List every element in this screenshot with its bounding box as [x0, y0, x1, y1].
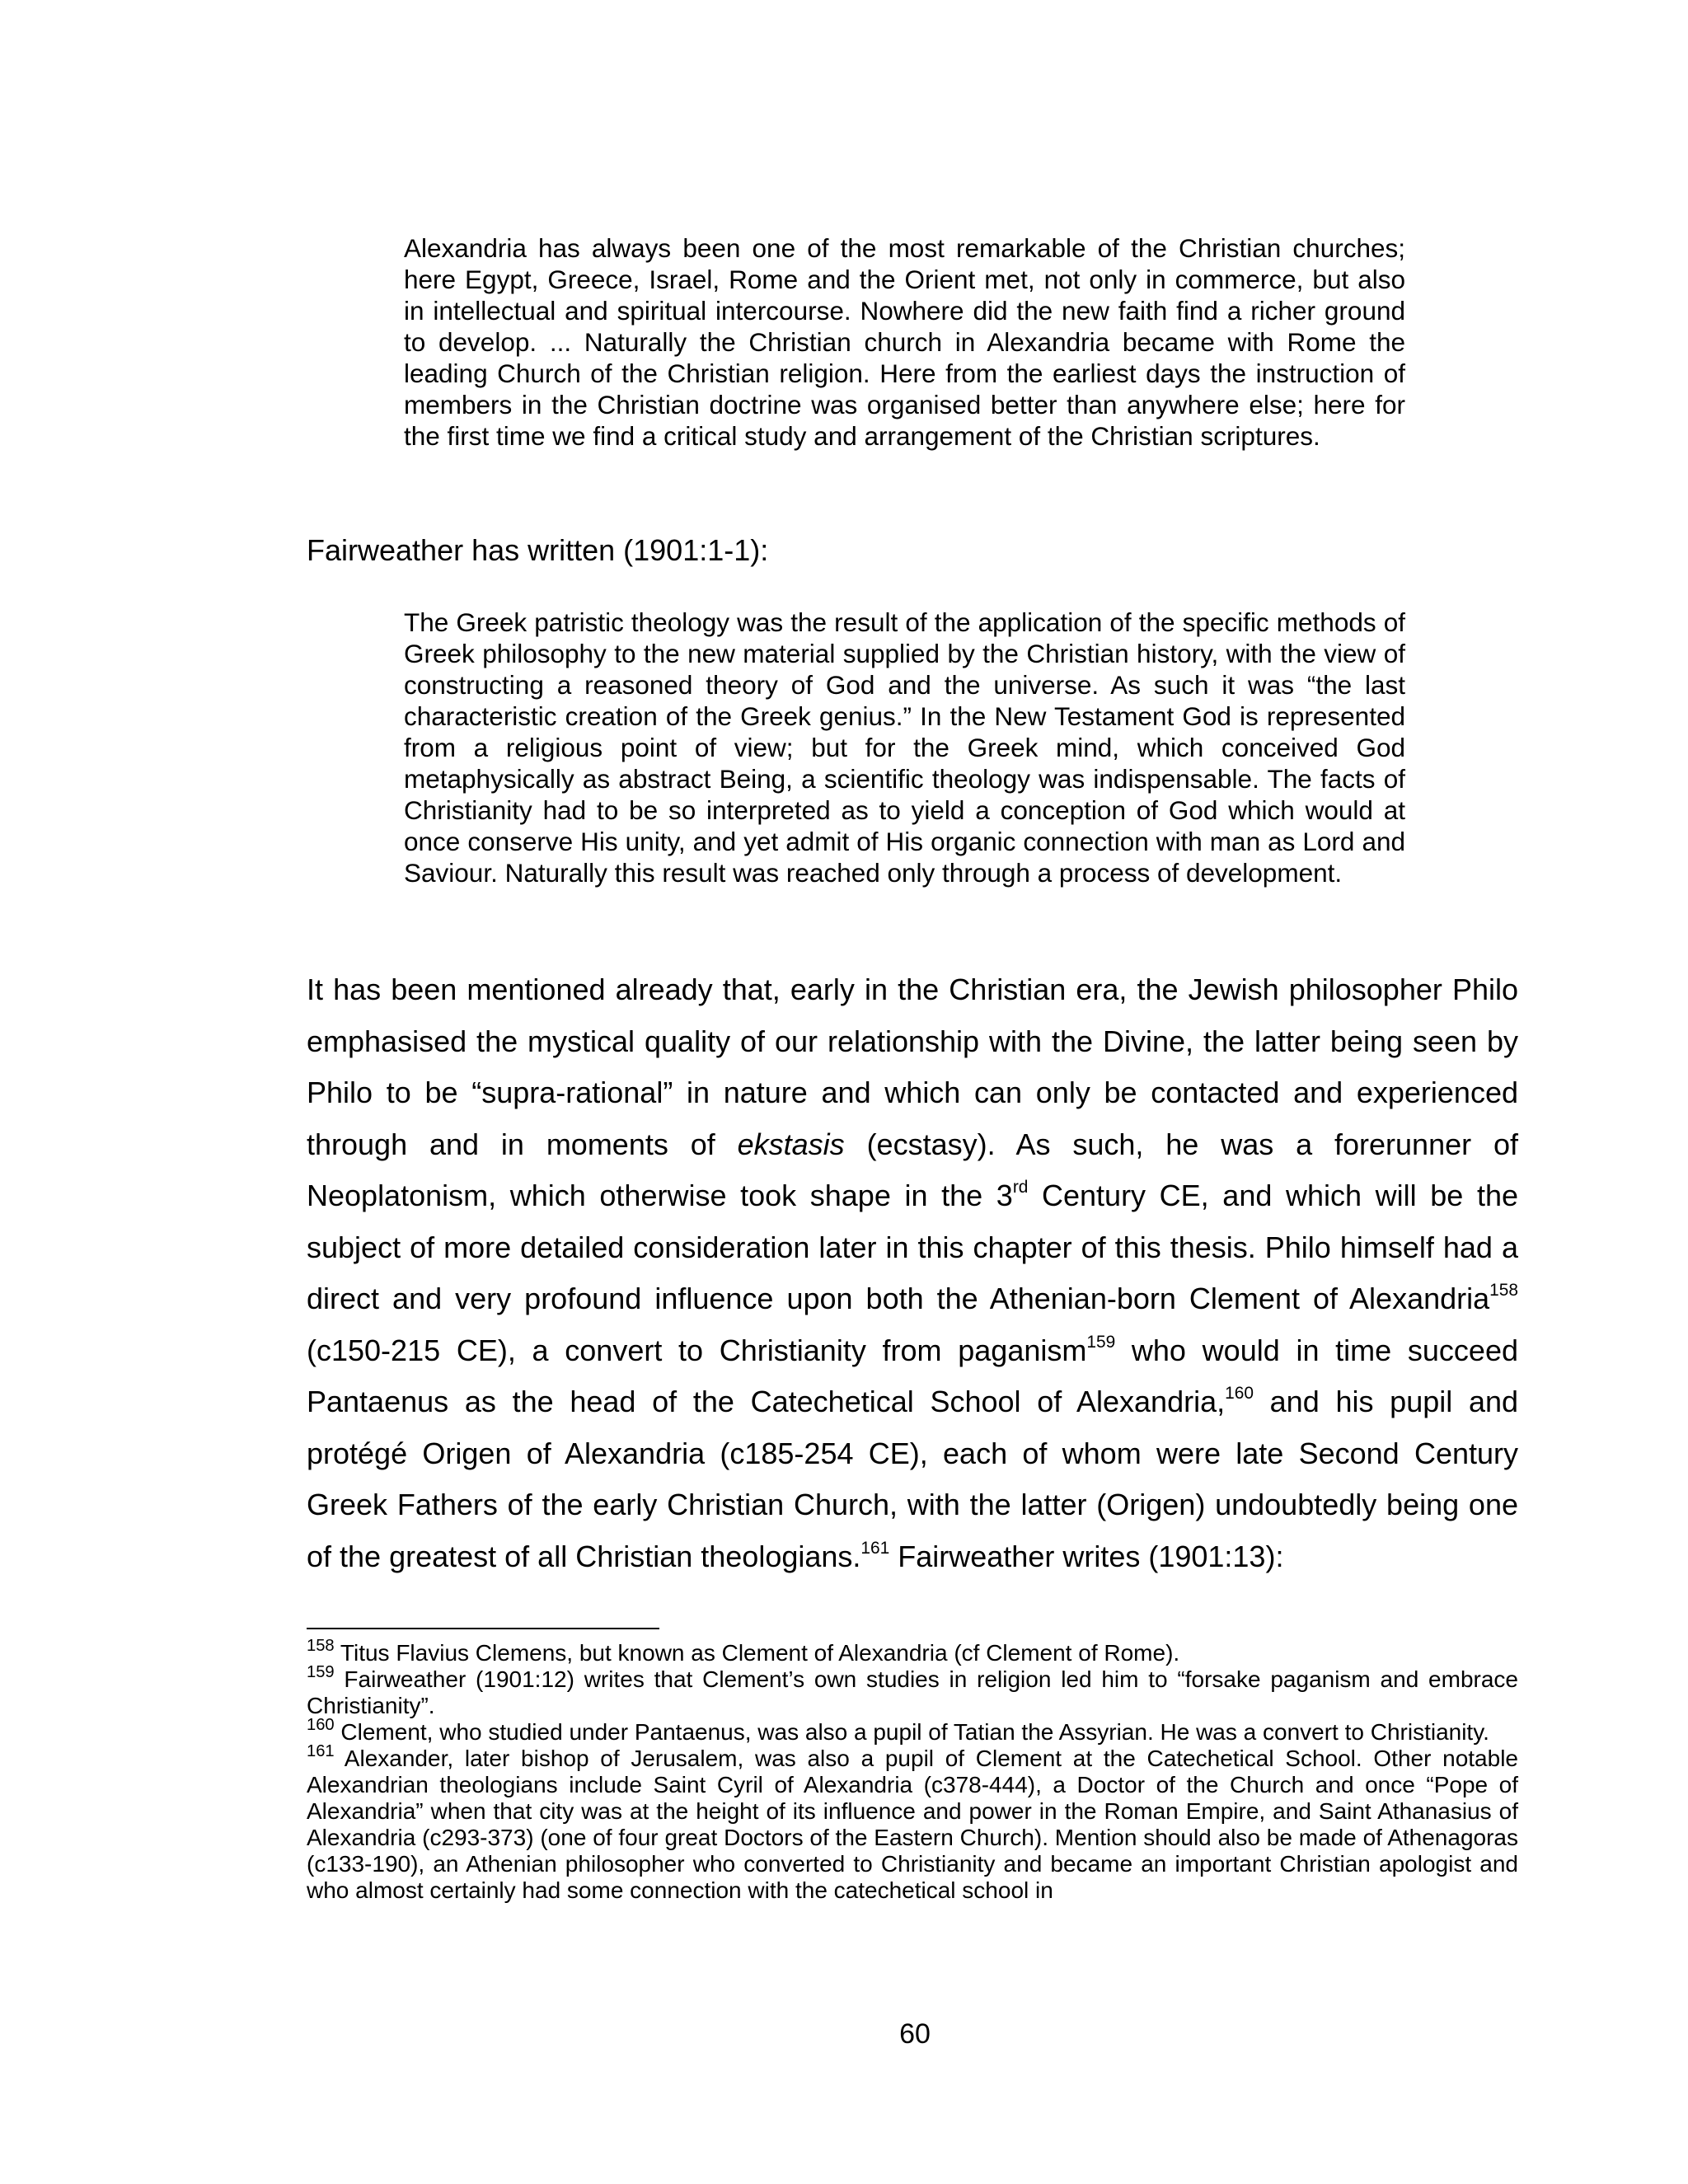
body-text-segment: (c150-215 CE), a convert to Christianity from paganism [307, 1333, 1087, 1367]
body-text-segment: and his pupil and protégé Origen of Alexandria (c185-254 CE), each of whom were late Second Century Greek Fathers of the early Christian Church, with the latter (Origen) undoubtedly being one of the greatest of all Christian theologians. [307, 1385, 1519, 1573]
footnote-number: 159 [307, 1662, 335, 1681]
footnote-158 [307, 1636, 1518, 1666]
body-text-segment: (ecstasy). As such, he was a forerunner of Neoplatonism, which otherwise took shape in the 3 [307, 1127, 1518, 1212]
body-text-segment: Century CE, and which will be the subject of more detailed consideration later in this chapter of this thesis. Philo himself had a direct and very profound influence upon both the Athenian-born Clement of Alexandria [307, 1179, 1518, 1315]
footnote-number: 160 [307, 1715, 335, 1734]
body-text-segment: It has been mentioned already that, early in the Christian era, the Jewish philosopher Philo emphasised the mystical quality of our relationship with the Divine, the latter being seen by Philo to be “supra-rational” in nature and which can only be contacted and experienced through and in moments of [307, 972, 1518, 1161]
footnote-ref-160[interactable]: 160 [1225, 1384, 1254, 1404]
footnote-text: Clement, who studied under Pantaenus, was also a pupil of Tatian the Assyrian. He was a convert to Christianity. [334, 1719, 1489, 1745]
footnote-160 [307, 1715, 1518, 1746]
footnote-number: 161 [307, 1741, 335, 1760]
page-number: 60 [899, 2018, 931, 2050]
body-paragraph [307, 964, 1518, 1582]
block-quote-alexandria: Alexandria has always been one of the most remarkable of the Christian churches; here Egypt, Greece, Israel, Rome and the Orient met, not only in commerce, but also in intellectual and spiritual intercourse. Nowhere did the new faith find a richer ground to develop. ... Naturally the Christian church in Alexandria became with Rome the leading Church of the Christian religion. Here from the earliest days the instruction of members in the Christian doctrine was organised better than anywhere else; here for the first time we find a critical study and arrangement of the Christian scriptures. [404, 233, 1405, 451]
footnote-text: Alexander, later bishop of Jerusalem, was also a pupil of Clement at the Catechetical School. Other notable Alexandrian theologians include Saint Cyril of Alexandria (c378-444), a Doctor of the Church and once “Pope of Alexandria” when that city was at the height of its influence and power in the Roman Empire, and Saint Athanasius of Alexandria (c293-373) (one of four great Doctors of the Eastern Church). Mention should also be made of Athenagoras (c133-190), an Athenian philosopher who converted to Christianity and became an important Christian apologist and who almost certainly had some connection with the catechetical school in [307, 1746, 1518, 1903]
footnote-separator [307, 1628, 659, 1629]
footnote-ref-158[interactable]: 158 [1489, 1281, 1518, 1301]
footnotes [307, 1636, 1518, 1904]
body-text-segment: who would in time succeed Pantaenus as the head of the Catechetical School of Alexandria, [307, 1333, 1518, 1418]
intro-line-fairweather: Fairweather has written (1901:1-1): [307, 533, 769, 567]
footnote-text: Titus Flavius Clemens, but known as Clement of Alexandria (cf Clement of Rome). [334, 1640, 1180, 1666]
footnote-ref-161[interactable]: 161 [860, 1538, 890, 1558]
footnote-text: Fairweather (1901:12) writes that Clement’s own studies in religion led him to “forsake paganism and embrace Christianity”. [307, 1666, 1518, 1718]
footnote-number: 158 [307, 1636, 335, 1655]
italic-term-ekstasis: ekstasis [737, 1127, 845, 1161]
body-text-segment: Fairweather writes (1901:13): [889, 1539, 1284, 1573]
ordinal-suffix: rd [1012, 1178, 1029, 1197]
footnote-159 [307, 1662, 1518, 1719]
footnote-ref-159[interactable]: 159 [1086, 1332, 1116, 1352]
block-quote-greek-theology: The Greek patristic theology was the result of the application of the specific methods of Greek philosophy to the new material supplied by the Christian history, with the view of constructing a reasoned theory of God and the universe. As such it was “the last characteristic creation of the Greek genius.” In the New Testament God is represented from a religious point of view; but for the Greek mind, which conceived God metaphysically as abstract Being, a scientific theology was indispensable. The facts of Christianity had to be so interpreted as to yield a conception of God which would at once conserve His unity, and yet admit of His organic connection with man as Lord and Saviour. Naturally this result was reached only through a process of development. [404, 607, 1405, 888]
footnote-161 [307, 1741, 1518, 1904]
